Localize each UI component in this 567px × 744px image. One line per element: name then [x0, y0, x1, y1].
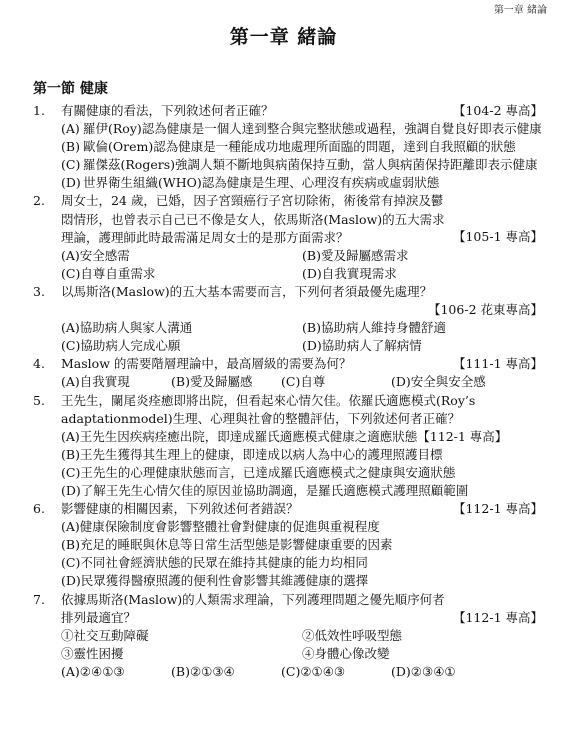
option-a: (A)自我實現	[61, 374, 130, 390]
question-stem: 以馬斯洛(Maslow)的五大基本需要而言，下列何者須最優先處理？	[61, 283, 433, 299]
option-b: (B)協助病人維持身體舒適	[302, 320, 446, 336]
option-b: (B) 歐倫(Orem)認為健康是一種能成功地處理所面臨的問題，達到自我照顧的狀態	[61, 139, 516, 155]
option-d: (D)民眾獲得醫療照護的便利性會影響其維護健康的選擇	[61, 573, 369, 589]
option-a: (A)安全感需	[61, 247, 130, 263]
options	[61, 319, 543, 355]
item-4: ④身體心像改變	[302, 645, 390, 661]
option-d: (D)②③④①	[391, 663, 456, 679]
item-2: ②低效性呼吸型態	[302, 627, 403, 643]
option-b: (B)王先生獲得其生理上的健康，即達成以病人為中心的護理照護目標	[61, 446, 443, 462]
question-stem: 周女士，24 歲，已婚，因子宮頸癌行子宮切除術，術後常有掉淚及鬱悶情形，也曾表示自己已不像是女人，依馬斯洛(Maslow)的五大需求理論，護理師此時最需滿足周女士的是那方面需求？	[61, 193, 445, 245]
option-b: (B)愛及歸屬感需求	[302, 247, 409, 263]
option-b: (B)②①③④	[171, 663, 235, 679]
exam-source: 【104-2 專高】	[452, 103, 543, 118]
option-c: (C)自尊	[281, 374, 326, 390]
option-c: (C)自尊自重需求	[61, 265, 156, 281]
option-c: (C) 羅傑茲(Rogers)強調人類不斷地與病菌保持互動，當人與病菌保持距離即表示健康	[61, 157, 538, 173]
options	[61, 373, 543, 391]
question-stem: 依據馬斯洛(Maslow)的人類需求理論，下列護理問題之優先順序何者排列最適宜？	[61, 591, 445, 625]
option-b: (B)充足的睡眠與休息等日常生活型態是影響健康重要的因素	[61, 537, 393, 553]
question-number: 2.	[33, 193, 45, 209]
question-stem: 影響健康的相關因素，下列敘述何者錯誤？	[61, 501, 299, 517]
option-c: (C)王先生的心理健康狀態而言，已達成羅氏適應模式之健康與安適狀態	[61, 464, 456, 480]
option-d: (D)自我實現需求	[302, 265, 397, 281]
option-b: (B)愛及歸屬感	[171, 374, 253, 390]
option-a: (A) 羅伊(Roy)認為健康是一個人達到整合與完整狀態或過程，強調自覺良好即表示健康	[61, 121, 542, 137]
question-2	[33, 192, 543, 282]
options	[61, 663, 543, 681]
exam-source: 【112-1 專高】	[452, 501, 543, 517]
question-7	[33, 591, 543, 681]
question-6	[33, 500, 543, 590]
option-d: (D)安全與安全感	[391, 374, 486, 390]
chapter-title: 第一章 緒論	[229, 26, 338, 48]
option-c: (C)不同社會經濟狀態的民眾在維持其健康的能力均相同	[61, 555, 368, 571]
running-head: 第一章 緒論	[493, 5, 547, 16]
question-number: 1.	[33, 103, 45, 118]
question-3	[33, 283, 543, 355]
section-title: 第一節 健康	[33, 81, 108, 97]
option-a: (A)協助病人與家人溝通	[61, 320, 193, 336]
option-d: (D) 世界衛生組織(WHO)認為健康是生理、心理沒有疾病或虛弱狀態	[61, 175, 440, 191]
question-stem: 王先生，闌尾炎痊癒即將出院，但看起來心情欠佳。依羅氏適應模式(Roy’s adaptationmodel)生理、心理與社會的整體評估，下列敘述何者正確？	[61, 392, 476, 426]
question-4	[33, 355, 543, 391]
exam-source: 【105-1 專高】	[452, 229, 543, 245]
option-d: (D)了解王先生心情欠佳的原因並協助調適，是羅氏適應模式護理照顧範圍	[61, 482, 469, 498]
question-1	[33, 102, 543, 192]
option-a: (A)健康保險制度會影響整體社會對健康的促進與重視程度	[61, 519, 380, 535]
items	[61, 627, 543, 663]
question-list	[33, 102, 543, 681]
question-number: 6.	[33, 501, 45, 517]
question-number: 7.	[33, 591, 45, 607]
item-3: ③靈性困擾	[61, 645, 124, 661]
question-number: 3.	[33, 283, 45, 299]
options	[61, 247, 543, 283]
option-a: (A)王先生因疾病痊癒出院，即達成羅氏適應模式健康之適應狀態【112-1 專高】	[61, 428, 508, 444]
question-number: 4.	[33, 356, 45, 372]
item-1: ①社交互動障礙	[61, 627, 149, 643]
option-d: (D)協助病人了解病情	[302, 338, 422, 354]
exam-source: 【106-2 花東專高】	[427, 302, 543, 318]
option-c: (C)協助病人完成心願	[61, 338, 181, 354]
exam-source: 【112-1 專高】	[452, 609, 543, 625]
option-c: (C)②①④③	[281, 663, 346, 679]
question-5	[33, 392, 543, 501]
question-number: 5.	[33, 392, 45, 408]
question-stem: Maslow 的需要階層理論中，最高層級的需要為何？	[61, 356, 352, 372]
exam-source: 【112-1 專高】	[417, 428, 508, 444]
exam-source: 【111-1 專高】	[452, 356, 543, 372]
question-stem: 有關健康的看法，下列敘述何者正確？	[61, 103, 274, 118]
option-a: (A)②④①③	[61, 663, 125, 679]
